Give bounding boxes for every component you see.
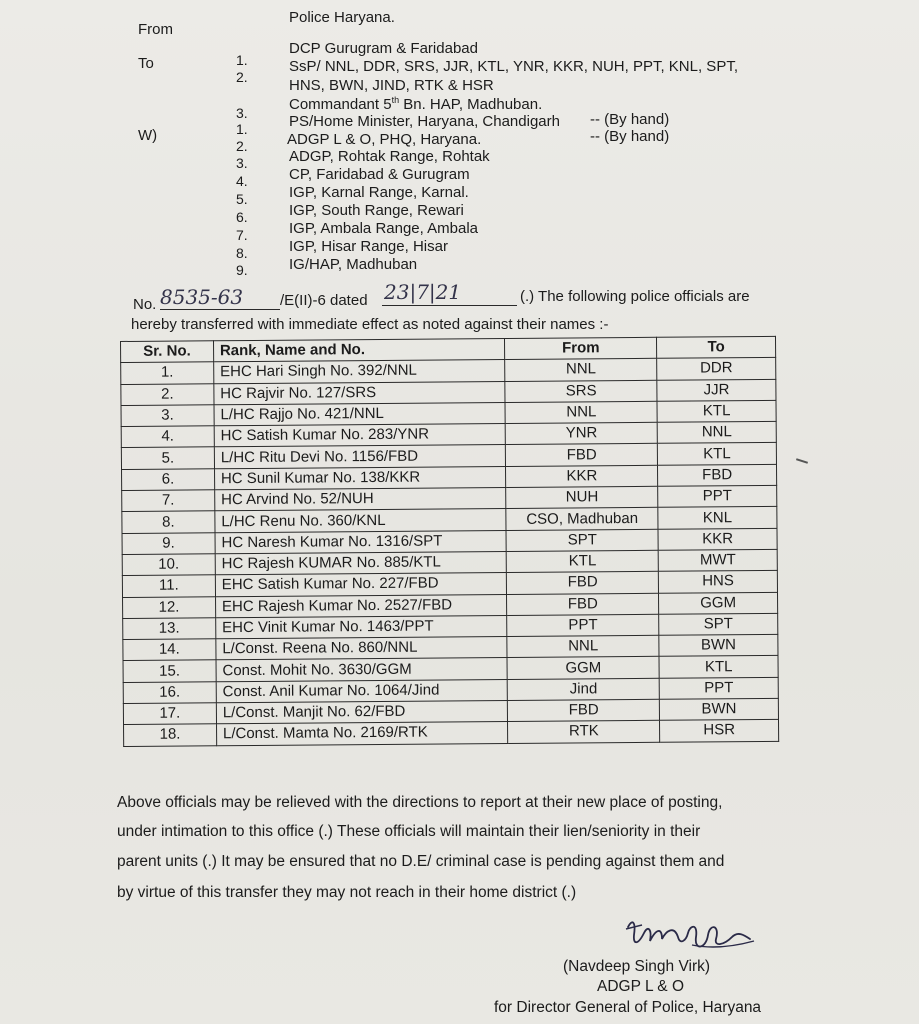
- cell-rank-name: L/Const. Mamta No. 2169/RTK: [216, 722, 508, 746]
- copy-item: IGP, South Range, Rewari: [289, 202, 464, 219]
- copy-item-number: 5.: [236, 191, 248, 207]
- memo-ref: /E(II)-6 dated: [280, 292, 368, 309]
- cell-from: SRS: [505, 380, 657, 402]
- column-header-to: To: [657, 336, 776, 358]
- cell-sr-no: 6.: [122, 469, 215, 491]
- signature-scribble: [622, 915, 762, 960]
- cell-from: CSO, Madhuban: [506, 508, 658, 530]
- cell-to: HNS: [658, 571, 777, 593]
- cell-sr-no: 14.: [123, 639, 216, 661]
- transfer-table: [120, 336, 779, 747]
- cell-rank-name: HC Arvind No. 52/NUH: [215, 488, 507, 512]
- cell-from: FBD: [506, 444, 658, 466]
- copy-item-number: 3.: [236, 155, 248, 171]
- cell-to: SPT: [659, 613, 778, 635]
- cell-rank-name: L/HC Renu No. 360/KNL: [215, 509, 507, 533]
- cell-rank-name: HC Rajesh KUMAR No. 885/KTL: [215, 551, 507, 575]
- cell-rank-name: EHC Vinit Kumar No. 1463/PPT: [216, 615, 508, 639]
- memo-number-handwritten: 8535-63: [160, 285, 244, 309]
- cell-rank-name: L/Const. Reena No. 860/NNL: [216, 637, 508, 661]
- to-item: SsP/ NNL, DDR, SRS, JJR, KTL, YNR, KKR, NUH, PPT, KNL, SPT,: [289, 58, 738, 75]
- cell-rank-name: HC Sunil Kumar No. 138/KKR: [214, 466, 506, 490]
- copy-item-number: 2.: [236, 138, 248, 154]
- cell-sr-no: 13.: [123, 618, 216, 640]
- cell-from: NNL: [507, 635, 659, 657]
- to-label: To: [138, 55, 154, 72]
- body-text-line: parent units (.) It may be ensured that no D.E/ criminal case is pending against them and: [117, 853, 725, 870]
- cell-to: KNL: [658, 507, 777, 529]
- cell-sr-no: 2.: [121, 383, 214, 405]
- cell-from: PPT: [507, 614, 659, 636]
- cell-sr-no: 5.: [121, 447, 214, 469]
- cell-to: JJR: [657, 379, 776, 401]
- memo-no-prefix: No.: [133, 296, 157, 313]
- cell-to: GGM: [659, 592, 778, 614]
- margin-pen-mark: [796, 458, 808, 464]
- cell-sr-no: 1.: [121, 362, 214, 384]
- memo-date-handwritten: 23|7|21: [384, 280, 462, 304]
- from-text: Police Haryana.: [289, 9, 395, 26]
- cell-from: KKR: [506, 465, 658, 487]
- cell-rank-name: L/Const. Manjit No. 62/FBD: [216, 701, 508, 725]
- body-text-line: by virtue of this transfer they may not reach in their home district (.): [117, 884, 577, 901]
- cell-to: NNL: [657, 422, 776, 444]
- cell-sr-no: 7.: [122, 490, 215, 512]
- copy-item-number: 4.: [236, 173, 248, 189]
- memo-line1-end: (.) The following police officials are: [520, 288, 750, 305]
- signatory-name: (Navdeep Singh Virk): [563, 958, 711, 975]
- cell-to: HSR: [660, 720, 779, 742]
- cell-to: KTL: [659, 656, 778, 678]
- copy-item: ADGP L & O, PHQ, Haryana.: [287, 131, 482, 148]
- copy-item: PS/Home Minister, Haryana, Chandigarh: [289, 113, 560, 130]
- cell-sr-no: 16.: [123, 682, 216, 704]
- cell-to: FBD: [658, 464, 777, 486]
- w-label: W): [138, 127, 158, 144]
- cell-sr-no: 8.: [122, 511, 215, 533]
- cell-from: FBD: [508, 699, 660, 721]
- cell-sr-no: 4.: [121, 426, 214, 448]
- cell-from: RTK: [508, 721, 660, 743]
- copy-item-note: -- (By hand): [590, 111, 670, 128]
- copy-item: IG/HAP, Madhuban: [289, 256, 418, 273]
- cell-sr-no: 3.: [121, 405, 214, 427]
- column-header-rank-name: Rank, Name and No.: [213, 338, 505, 362]
- cell-rank-name: EHC Satish Kumar No. 227/FBD: [215, 573, 507, 597]
- copy-item: IGP, Karnal Range, Karnal.: [289, 184, 469, 201]
- cell-from: NNL: [505, 359, 657, 381]
- cell-rank-name: HC Satish Kumar No. 283/YNR: [214, 424, 506, 448]
- cell-to: PPT: [658, 485, 777, 507]
- cell-sr-no: 9.: [122, 532, 215, 554]
- cell-to: PPT: [659, 677, 778, 699]
- body-text-line: Above officials may be relieved with the directions to report at their new place of posting,: [117, 794, 723, 811]
- to-item: Commandant 5th Bn. HAP, Madhuban.: [289, 95, 543, 113]
- memo-line2: hereby transferred with immediate effect as noted against their names :-: [131, 316, 609, 333]
- to-item-number: 1.: [236, 52, 248, 68]
- cell-to: MWT: [658, 549, 777, 571]
- copy-item: IGP, Ambala Range, Ambala: [289, 220, 479, 237]
- cell-sr-no: 12.: [123, 596, 216, 618]
- cell-sr-no: 18.: [124, 724, 217, 746]
- copy-item: IGP, Hisar Range, Hisar: [289, 238, 448, 255]
- copy-item-number: 7.: [236, 227, 248, 243]
- cell-rank-name: HC Naresh Kumar No. 1316/SPT: [215, 530, 507, 554]
- to-item: HNS, BWN, JIND, RTK & HSR: [289, 77, 494, 94]
- copy-item-number: 6.: [236, 209, 248, 225]
- cell-rank-name: L/HC Rajjo No. 421/NNL: [214, 402, 506, 426]
- cell-from: GGM: [507, 657, 659, 679]
- cell-to: KTL: [657, 443, 776, 465]
- to-item: DCP Gurugram & Faridabad: [289, 40, 478, 57]
- cell-from: NNL: [505, 401, 657, 423]
- cell-to: KKR: [658, 528, 777, 550]
- signatory-org: for Director General of Police, Haryana: [494, 999, 762, 1016]
- copy-item: ADGP, Rohtak Range, Rohtak: [289, 148, 490, 165]
- cell-to: KTL: [657, 400, 776, 422]
- signatory-title: ADGP L & O: [597, 978, 685, 995]
- copy-item-note: -- (By hand): [590, 128, 670, 145]
- body-text-line: under intimation to this office (.) These officials will maintain their lien/seniority in their: [117, 823, 701, 840]
- from-label: From: [138, 21, 173, 38]
- column-header-from: From: [505, 337, 657, 359]
- copy-item-number: 8.: [236, 245, 248, 261]
- copy-item: CP, Faridabad & Gurugram: [289, 166, 470, 183]
- cell-to: BWN: [659, 634, 778, 656]
- cell-rank-name: EHC Hari Singh No. 392/NNL: [214, 360, 506, 384]
- cell-from: SPT: [506, 529, 658, 551]
- cell-to: DDR: [657, 358, 776, 380]
- table-body: [121, 358, 779, 746]
- cell-rank-name: HC Rajvir No. 127/SRS: [214, 381, 506, 405]
- table-row: [124, 720, 779, 746]
- cell-to: BWN: [660, 698, 779, 720]
- cell-from: Jind: [508, 678, 660, 700]
- copy-item-number: 1.: [236, 121, 248, 137]
- copy-item-number: 9.: [236, 262, 248, 278]
- to-item-number: 3.: [236, 105, 248, 121]
- cell-rank-name: Const. Anil Kumar No. 1064/Jind: [216, 679, 508, 703]
- cell-sr-no: 11.: [122, 575, 215, 597]
- cell-from: KTL: [507, 550, 659, 572]
- cell-rank-name: L/HC Ritu Devi No. 1156/FBD: [214, 445, 506, 469]
- cell-from: NUH: [506, 486, 658, 508]
- to-item-number: 2.: [236, 69, 248, 85]
- cell-from: YNR: [506, 422, 658, 444]
- cell-rank-name: Const. Mohit No. 3630/GGM: [216, 658, 508, 682]
- cell-from: FBD: [507, 593, 659, 615]
- cell-sr-no: 10.: [122, 554, 215, 576]
- column-header-sr-no: Sr. No.: [121, 341, 214, 363]
- cell-rank-name: EHC Rajesh Kumar No. 2527/FBD: [215, 594, 507, 618]
- cell-sr-no: 15.: [123, 660, 216, 682]
- cell-from: FBD: [507, 572, 659, 594]
- cell-sr-no: 17.: [123, 703, 216, 725]
